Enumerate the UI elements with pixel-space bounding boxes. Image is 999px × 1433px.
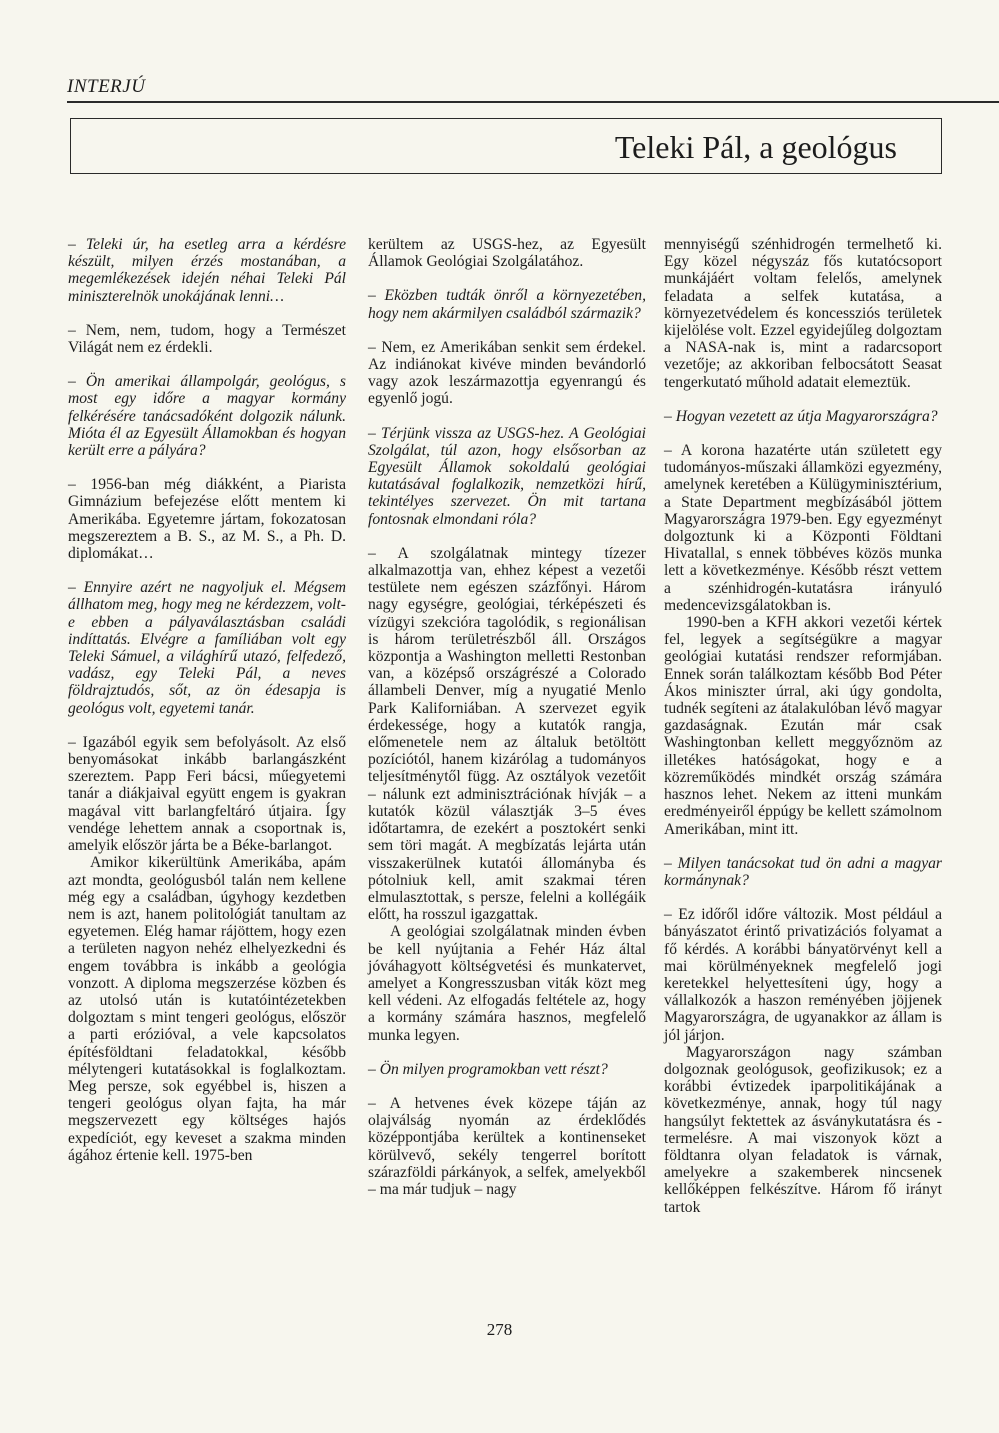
article-title: Teleki Pál, a geológus: [614, 129, 897, 165]
answer: – A szolgálatnak mintegy tízezer alkalmazottja van, ehhez képest a vezetői testülete nem egészen százfőnyi. Három nagy egységre, geológiai, térképészeti és vízügyi szekcióra tagolódik, s regionálisan is három területrészből áll. Országos központja a Washington melletti Restonban van, a középső országrészé a Colorado állambeli Denver, míg a nyugatié Menlo Park Kaliforniában. A szervezet egyik érdekessége, hogy a kutatók rangja, előmenetele nem az általuk betöltött pozíciótól, hanem kizárólag a tudományos teljesítménytől függ. Az osztályok vezetőit – nálunk ezt adminisztrációnak hívják – a kutatók közül választják 3–5 éves időtartamra, de ezekért a posztokért senki sem töri magát. A megbízatás lejárta után visszakerülnek kutatói állományba és pótolniuk kell, amit szakmai téren elmulasztottak, s persze, felelni a kollégáik előtt, ha rosszul igazgattak.: [368, 544, 646, 924]
answer-paragraph: A geológiai szolgálatnak minden évben be kell nyújtania a Fehér Ház által jóváhagyott költségvetési és munkatervet, amelyet a Kongresszusban viták közt meg kell védeni. Az elfogadás feltétele az, hogy a kormány számára hasznos, megfelelő munka legyen.: [368, 923, 646, 1044]
question: – Ön milyen programokban vett részt?: [368, 1060, 608, 1078]
answer: – Nem, ez Amerikában senkit sem érdekel. Az indiánokat kivéve minden bevándorló vagy azok leszármazottja egyenrangú és egyenlő jogú.: [368, 338, 646, 408]
question: – Ennyire azért ne nagyoljuk el. Mégsem állhatom meg, hogy meg ne kérdezzem, volt-e ebben a pályaválasztásban családi indíttatás. Elvégre a famíliában volt egy Teleki Sámuel, a világhírű utazó, felfedező, vadász, egy Teleki Pál, a neves földrajztudós, sőt, az ön édesapja is geológus volt, egyetemi tanár.: [68, 579, 346, 717]
answer: – A korona hazatérte után született egy tudományos-műszaki államközi egyezmény, amelynek keretében a Külügyminisztérium, a State Department megbízásából jöttem Magyarországra 1979-ben. Egy egyezményt dolgoztunk ki a Központi Földtani Hivatallal, s ennek többéves közös munka lett a következménye. Később részt vettem a szénhidrogén-kutatásra irányuló medencevizsgálatokban is.: [664, 442, 942, 614]
answer-paragraph: 1990-ben a KFH akkori vezetői kértek fel, legyek a segítségükre a magyar geológiai kutatási rendszer reformjában. Ennek során találkoztam később Bod Péter Ákos miniszter úrral, aki úgy gondolta, tudnék segíteni az átalakulóban lévő magyar gazdaságnak. Ezután már csak Washingtonban kellett meggyőznöm az illetékes hatóságokat, hogy e a közreműködés mindkét ország számára hasznos lehet. Nekem az itteni munkám eredményeiről éppúgy be kellett számolnom Amerikában, mint itt.: [664, 614, 942, 838]
question: – Teleki úr, ha esetleg arra a kérdésre készült, milyen érzés mostanában, a megemlékezések idején néhai Teleki Pál miniszterelnök unokájának lenni…: [68, 236, 346, 305]
question: – Ön amerikai állampolgár, geológus, s most egy időre a magyar kormány felkérésére tanácsadóként dolgozik nálunk. Mióta él az Egyesült Államokban és hogyan került erre a pályára?: [68, 373, 346, 460]
page-number: 278: [486, 1320, 513, 1339]
column-1: [68, 236, 346, 1164]
answer: – Igazából egyik sem befolyásolt. Az első benyomásokat inkább barlangászként szereztem. Papp Feri bácsi, műegyetemi tanár a diákjaival együtt engem is gyakran magával vitt barlangfeltáró útjaira. Így vendége lehettem annak a csoportnak is, amelyik először járta be a Béke-barlangot.: [68, 733, 346, 855]
question: – Hogyan vezetett az útja Magyarországra?: [664, 407, 938, 425]
section-rule: [67, 101, 999, 103]
answer-continued: mennyiségű szénhidrogén termelhető ki. Egy közel négyszáz fős kutatócsoport munkájáért voltam felelős, amelynek feladata a selfek kutatása, a környezetvédelem és koncessziós területek kijelölése volt. Ezzel egyidejűleg dolgoztam a NASA-nak is, mint a radarcsoport vezetője; az akkoriban felbocsátott Seasat tengerkutató műhold adatait elemeztük.: [664, 236, 942, 391]
answer: – Ez időről időre változik. Most például a bányászatot érintő privatizációs folyamat a fő kérdés. A korábbi bányatörvényt kell a mai körülményeknek megfelelő jogi keretekkel helyettesíteni úgy, hogy a vállalkozók a haszon reményében jöjjenek Magyarországra, de ugyanakkor az állam is jól járjon.: [664, 906, 942, 1044]
title-box: [70, 118, 942, 174]
column-3: [664, 236, 942, 1216]
answer: – 1956-ban még diákként, a Piarista Gimnázium befejezése előtt mentem ki Amerikába. Egyetemre jártam, fokozatosan megszereztem a B. S., az M. S., a Ph. D. diplomákat…: [68, 476, 346, 563]
column-2: [368, 236, 646, 1198]
question: – Térjünk vissza az USGS-hez. A Geológiai Szolgálat, túl azon, hogy elsősorban az Egyesült Államok sokoldalú geológiai kutatásával foglalkozik, nemzetközi hírű, tekintélyes szervezet. Ön mit tartana fontosnak elmondani róla?: [368, 424, 646, 528]
question: – Eközben tudták önről a környezetében, hogy nem akármilyen családból származik?: [368, 287, 646, 322]
answer-paragraph: Amikor kikerültünk Amerikába, apám azt mondta, geológusból talán nem kellene még egy a családban, úgyhogy kezdetben nem is azt, hanem politológiát tanultam az egyetemen. Elég hamar rájöttem, hogy ezen a területen nagyon nehéz elhelyezkedni és engem továbbra is inkább a geológia vonzott. A diploma megszerzése közben és az utolsó után is kutatóintézetekben dolgoztam s mint tengeri geológus, először a parti erózióval, a vele kapcsolatos építésföldtani feladatokkal, később mélytengeri kutatásokkal is foglalkoztam. Meg persze, sok egyébbel is, hiszen a tengeri geológus olyan fajta, ha már megszervezett egy költséges hajós expedíciót, egy keveset a szakma minden ágához értenie kell. 1975-ben: [68, 854, 346, 1164]
answer-continued: kerültem az USGS-hez, az Egyesült Államok Geológiai Szolgálatához.: [368, 236, 646, 271]
section-label: INTERJÚ: [67, 76, 146, 97]
question: – Milyen tanácsokat tud ön adni a magyar kormánynak?: [664, 854, 942, 889]
answer-paragraph: Magyarországon nagy számban dolgoznak geológusok, geofizikusok; ez a korábbi évtizedek iparpolitikájának a következménye, annak, hogy túl nagy hangsúlyt fektettek az ásványkutatásra és -termelésre. A mai viszonyok közt a földtanra olyan feladatok is várnak, amelyekre a szakemberek nincsenek kellőképpen felkészítve. Három fő irányt tartok: [664, 1043, 942, 1216]
answer: – Nem, nem, tudom, hogy a Természet Világát nem ez érdekli.: [68, 321, 346, 357]
answer: – A hetvenes évek közepe táján az olajválság nyomán az érdeklődés középpontjába kerültek a kontinenseket körülvevő, sekély tengerrel borított szárazföldi párkányok, a selfek, amelyekből – ma már tudjuk – nagy: [368, 1094, 646, 1198]
